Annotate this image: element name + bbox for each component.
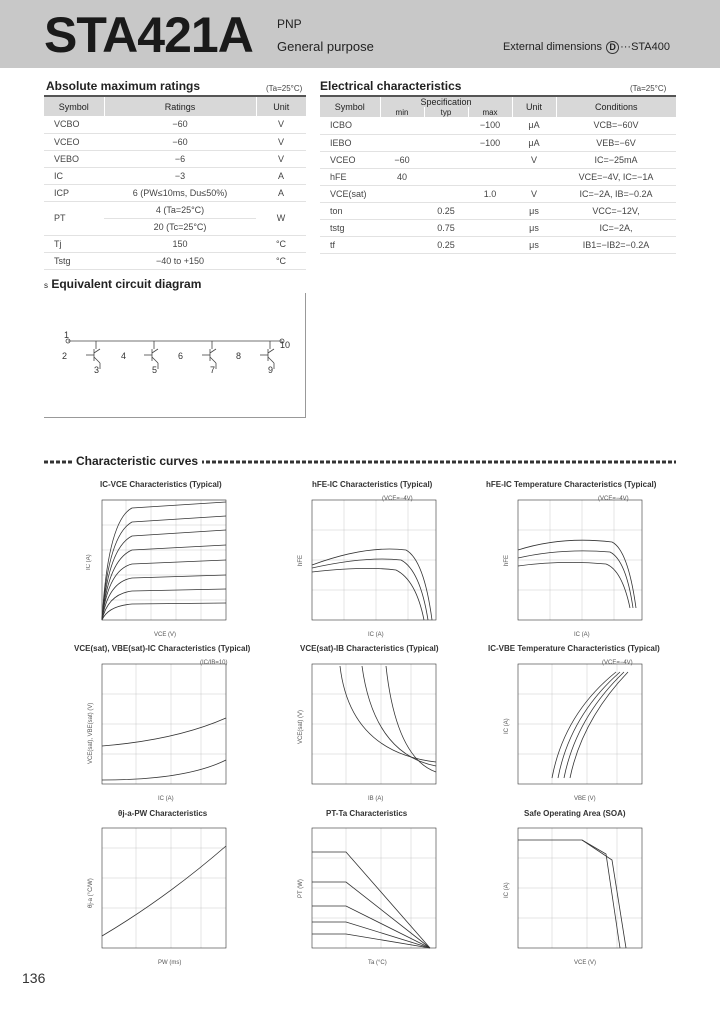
grid xyxy=(102,828,226,948)
y-axis-label: VCE(sat) (V) xyxy=(298,709,304,744)
plot-frame xyxy=(102,828,226,948)
external-dimensions xyxy=(503,41,670,54)
table-row: ICBO −100 μA VCB=−60V xyxy=(320,117,676,134)
equiv-title xyxy=(44,277,201,291)
purpose: General purpose xyxy=(277,39,374,54)
col-symbol: Symbol xyxy=(320,96,380,117)
x-axis-label: IB (A) xyxy=(368,796,384,802)
table-row: ton 0.25 μs VCC=−12V, xyxy=(320,202,676,219)
col-unit: Unit xyxy=(512,96,556,117)
chart-title: Safe Operating Area (SOA) xyxy=(524,809,626,818)
curves xyxy=(340,666,436,772)
chart-ic-vce xyxy=(86,490,236,640)
table-row: VEBO −6 V xyxy=(44,150,306,167)
col-unit: Unit xyxy=(256,96,306,116)
chart-hfe-ic-temp xyxy=(502,490,652,640)
chart-title: hFE-IC Characteristics (Typical) xyxy=(312,480,433,489)
chart-title: IC-VBE Temperature Characteristics (Typical) xyxy=(488,644,660,653)
table-row: IEBO −100 μA VEB=−6V xyxy=(320,134,676,151)
col-symbol: Symbol xyxy=(44,96,104,116)
x-axis-label: IC (A) xyxy=(158,796,174,802)
pin-label: 10 xyxy=(280,340,291,350)
table-row: 20 (Tc=25°C) xyxy=(44,218,306,235)
elec-title: Electrical characteristics xyxy=(320,79,462,93)
grid xyxy=(102,500,226,620)
chart-title: VCE(sat)-IB Characteristics (Typical) xyxy=(300,644,439,653)
y-axis-label: hFE xyxy=(504,554,510,566)
curve xyxy=(102,846,226,936)
x-axis-label: IC (A) xyxy=(574,632,590,638)
pin-label: 6 xyxy=(178,351,184,361)
abs-max-table xyxy=(44,95,306,270)
chart-note: (VCE=−4V) xyxy=(598,496,629,502)
x-axis-label: VCE (V) xyxy=(154,632,177,638)
curves xyxy=(102,718,226,780)
col-conditions: Conditions xyxy=(556,96,676,117)
chart-title: VCE(sat), VBE(sat)-IC Characteristics (Typical) xyxy=(74,644,251,653)
chart-hfe-ic xyxy=(296,490,446,640)
transistor-type: PNP xyxy=(277,17,302,31)
col-ratings: Ratings xyxy=(104,96,256,116)
pin-label: 7 xyxy=(210,365,216,375)
curves xyxy=(518,840,626,948)
table-row: PT 4 (Ta=25°C) W xyxy=(44,201,306,218)
grid xyxy=(102,664,226,784)
pin-label: 8 xyxy=(236,351,242,361)
pin-label: 1 xyxy=(64,330,70,340)
chart-title: PT-Ta Characteristics xyxy=(326,809,408,818)
table-row: VCEO −60 V IC=−25mA xyxy=(320,151,676,168)
chart-note: (IC/IB=10) xyxy=(200,660,228,666)
y-axis-label: VCE(sat), VBE(sat) (V) xyxy=(88,702,94,764)
curves xyxy=(518,540,636,608)
y-axis-label: PT (W) xyxy=(298,879,304,898)
table-row: tf 0.25 μs IB1=−IB2=−0.2A xyxy=(320,236,676,253)
pin-label: 4 xyxy=(121,351,127,361)
grid xyxy=(312,664,436,784)
pin-label: 3 xyxy=(94,365,100,375)
curves xyxy=(312,852,430,948)
ext-dim-prefix: External dimensions xyxy=(502,41,603,53)
equiv-circuit-diagram xyxy=(44,293,306,418)
table-row: Tstg −40 to +150 °C xyxy=(44,252,306,269)
x-axis-label: IC (A) xyxy=(368,632,384,638)
ext-dim-code: D xyxy=(606,41,619,54)
col-typ: typ xyxy=(424,107,468,117)
y-axis-label: IC (A) xyxy=(504,882,510,898)
table-row: ICP 6 (PW≤10ms, Du≤50%) A xyxy=(44,184,306,201)
plot-frame xyxy=(102,500,226,620)
elec-table xyxy=(320,95,676,254)
abs-max-condition: (Ta=25°C) xyxy=(266,84,303,93)
x-axis-label: Ta (°C) xyxy=(368,960,387,966)
grid xyxy=(312,500,436,620)
y-axis-label: IC (A) xyxy=(504,718,510,734)
page-number: 136 xyxy=(22,970,46,986)
table-row: VCBO −60 V xyxy=(44,116,306,133)
table-row: VCE(sat) 1.0 V IC=−2A, IB=−0.2A xyxy=(320,185,676,202)
curves xyxy=(552,672,628,778)
x-axis-label: VBE (V) xyxy=(574,796,596,802)
chart-note: (VCE=−4V) xyxy=(382,496,413,502)
curves-title: Characteristic curves xyxy=(72,454,202,468)
pin-label: 9 xyxy=(268,365,274,375)
chart-vcesat-ic xyxy=(86,654,236,804)
pin-label: 5 xyxy=(152,365,158,375)
chart-note: (VCE=−4V) xyxy=(602,660,633,666)
ext-dim-suffix: ···STA400 xyxy=(620,41,670,53)
x-axis-label: PW (ms) xyxy=(158,960,182,966)
chart-soa xyxy=(502,818,652,968)
grid xyxy=(518,500,642,620)
chart-title: hFE-IC Temperature Characteristics (Typical) xyxy=(486,480,657,489)
grid xyxy=(518,664,642,784)
chart-pt-ta xyxy=(296,818,446,968)
col-min: min xyxy=(380,107,424,117)
table-row: Tj 150 °C xyxy=(44,235,306,252)
chart-ic-vbe-temp xyxy=(502,654,652,804)
chart-title: IC-VCE Characteristics (Typical) xyxy=(100,480,222,489)
y-axis-label: IC (A) xyxy=(86,554,92,570)
abs-max-title: Absolute maximum ratings xyxy=(46,79,201,93)
equiv-marker: s xyxy=(44,281,48,290)
y-axis-label: hFE xyxy=(298,554,304,566)
table-row: hFE 40 VCE=−4V, IC=−1A xyxy=(320,168,676,185)
equiv-title-text: Equivalent circuit diagram xyxy=(51,277,202,291)
table-row: VCEO −60 V xyxy=(44,133,306,150)
col-spec: Specification xyxy=(380,96,512,107)
col-max: max xyxy=(468,107,512,117)
elec-condition: (Ta=25°C) xyxy=(630,84,667,93)
grid xyxy=(312,828,436,948)
y-axis-label: θj-a (°C/W) xyxy=(88,878,94,908)
curves xyxy=(312,549,432,620)
curves xyxy=(102,502,226,620)
chart-theta-pw xyxy=(86,818,236,968)
part-number: STA421A xyxy=(44,7,253,63)
table-row: IC −3 A xyxy=(44,167,306,184)
chart-vcesat-ib xyxy=(296,654,446,804)
x-axis-label: VCE (V) xyxy=(574,960,597,966)
table-row: tstg 0.75 μs IC=−2A, xyxy=(320,219,676,236)
chart-title: θj-a-PW Characteristics xyxy=(118,809,208,818)
pin-label: 2 xyxy=(62,351,68,361)
